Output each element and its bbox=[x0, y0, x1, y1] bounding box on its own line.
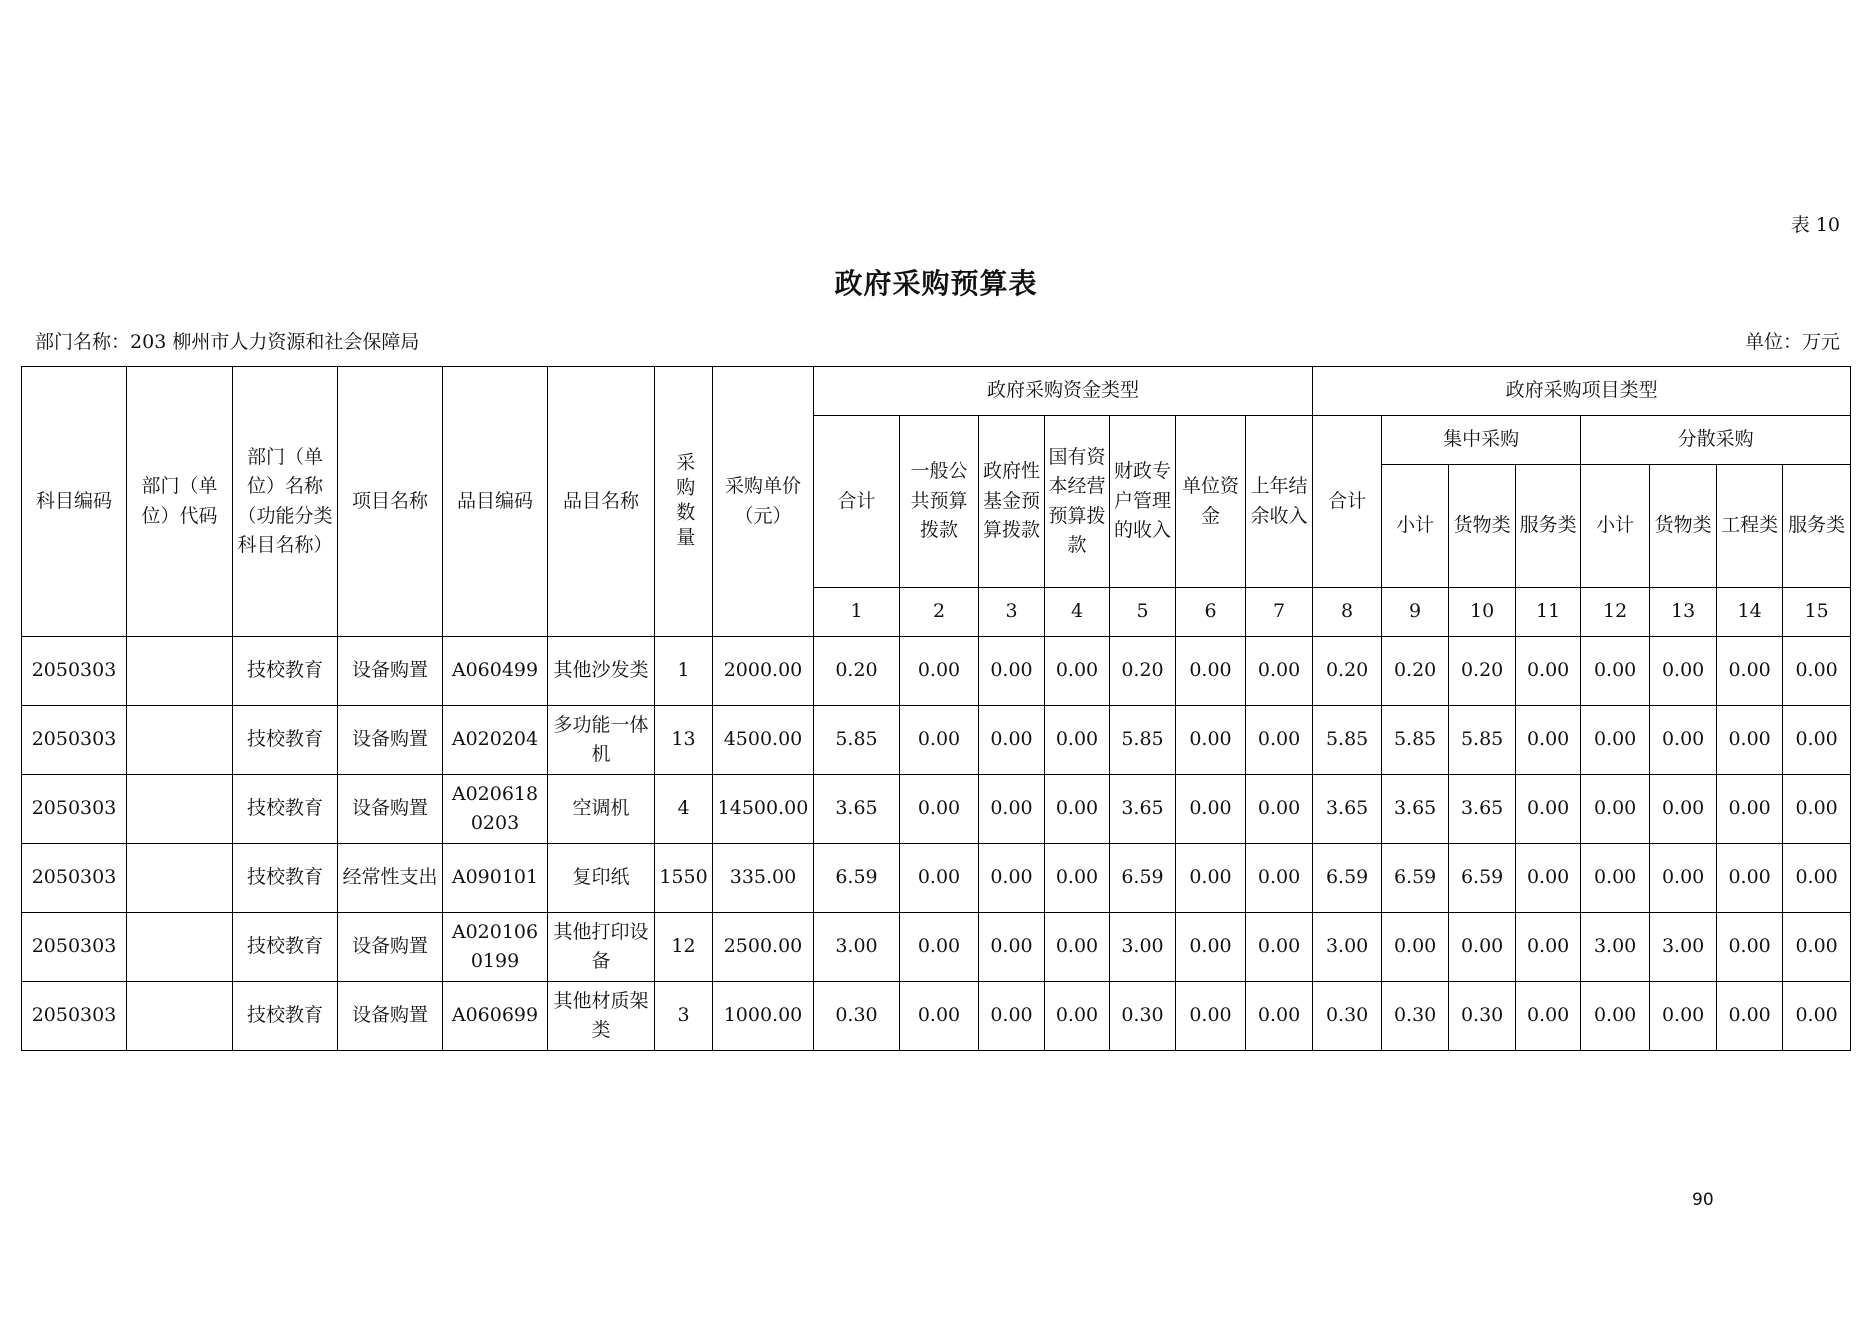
item-code-cell: A060499 bbox=[443, 637, 548, 706]
amount-cell: 0.00 bbox=[1650, 982, 1717, 1051]
amount-cell: 0.00 bbox=[1045, 706, 1110, 775]
amount-cell: 0.00 bbox=[979, 844, 1045, 913]
header-project-name: 项目名称 bbox=[338, 367, 443, 637]
amount-cell: 0.00 bbox=[1449, 913, 1516, 982]
amount-cell: 0.00 bbox=[979, 775, 1045, 844]
column-number: 6 bbox=[1176, 588, 1246, 637]
column-number: 1 bbox=[814, 588, 900, 637]
amount-cell: 0.00 bbox=[1581, 637, 1650, 706]
table-row bbox=[22, 637, 1851, 706]
amount-cell: 0.00 bbox=[900, 982, 979, 1051]
header-dispersed-procurement: 分散采购 bbox=[1581, 416, 1851, 465]
quantity-cell: 1550 bbox=[655, 844, 713, 913]
column-number: 10 bbox=[1449, 588, 1516, 637]
subject-code-cell: 2050303 bbox=[22, 913, 127, 982]
amount-cell: 0.30 bbox=[814, 982, 900, 1051]
amount-cell: 0.30 bbox=[1449, 982, 1516, 1051]
amount-cell: 5.85 bbox=[1313, 706, 1382, 775]
dept-code-cell bbox=[127, 913, 233, 982]
project-name-cell: 设备购置 bbox=[338, 775, 443, 844]
amount-cell: 5.85 bbox=[1382, 706, 1449, 775]
header-fund-type: 政府采购资金类型 bbox=[814, 367, 1313, 416]
amount-cell: 0.00 bbox=[1045, 637, 1110, 706]
header-project-total: 合计 bbox=[1313, 416, 1382, 588]
amount-cell: 0.00 bbox=[979, 637, 1045, 706]
amount-cell: 0.00 bbox=[1176, 637, 1246, 706]
amount-cell: 6.59 bbox=[814, 844, 900, 913]
header-general-budget: 一般公共预算拨款 bbox=[900, 416, 979, 588]
column-number: 5 bbox=[1110, 588, 1176, 637]
column-number: 12 bbox=[1581, 588, 1650, 637]
department-name: 203 柳州市人力资源和社会保障局 bbox=[130, 331, 420, 353]
quantity-cell: 12 bbox=[655, 913, 713, 982]
header-item-name: 品目名称 bbox=[548, 367, 655, 637]
item-code-cell: A020204 bbox=[443, 706, 548, 775]
quantity-cell: 1 bbox=[655, 637, 713, 706]
amount-cell: 0.20 bbox=[1110, 637, 1176, 706]
header-dept-code: 部门（单位）代码 bbox=[127, 367, 233, 637]
amount-cell: 0.00 bbox=[1176, 706, 1246, 775]
amount-cell: 5.85 bbox=[1110, 706, 1176, 775]
amount-cell: 0.00 bbox=[900, 913, 979, 982]
column-number: 11 bbox=[1516, 588, 1581, 637]
amount-cell: 0.00 bbox=[1176, 775, 1246, 844]
header-unit-funds: 单位资金 bbox=[1176, 416, 1246, 588]
quantity-cell: 4 bbox=[655, 775, 713, 844]
subject-code-cell: 2050303 bbox=[22, 844, 127, 913]
header-central-procurement: 集中采购 bbox=[1382, 416, 1581, 465]
table-body bbox=[22, 637, 1851, 1051]
dept-name-cell: 技校教育 bbox=[233, 706, 338, 775]
header-quantity: 采购数量 bbox=[655, 367, 713, 637]
department-label: 部门名称： bbox=[35, 331, 131, 353]
amount-cell: 0.00 bbox=[1246, 913, 1313, 982]
amount-cell: 0.20 bbox=[1449, 637, 1516, 706]
amount-cell: 0.00 bbox=[1783, 913, 1851, 982]
amount-cell: 0.00 bbox=[1382, 913, 1449, 982]
amount-cell: 3.65 bbox=[1313, 775, 1382, 844]
amount-cell: 0.30 bbox=[1110, 982, 1176, 1051]
amount-cell: 0.00 bbox=[1516, 982, 1581, 1051]
amount-cell: 3.00 bbox=[1110, 913, 1176, 982]
column-number: 2 bbox=[900, 588, 979, 637]
subject-code-cell: 2050303 bbox=[22, 637, 127, 706]
amount-cell: 6.59 bbox=[1110, 844, 1176, 913]
item-code-cell: A090101 bbox=[443, 844, 548, 913]
header-special-account: 财政专户管理的收入 bbox=[1110, 416, 1176, 588]
column-number: 8 bbox=[1313, 588, 1382, 637]
table-row bbox=[22, 706, 1851, 775]
unit-label: 单位：万元 bbox=[1744, 331, 1840, 353]
dept-name-cell: 技校教育 bbox=[233, 775, 338, 844]
amount-cell: 5.85 bbox=[1449, 706, 1516, 775]
amount-cell: 0.00 bbox=[1783, 706, 1851, 775]
dept-code-cell bbox=[127, 982, 233, 1051]
header-dispersed-services: 服务类 bbox=[1783, 465, 1851, 588]
unit-price-cell: 4500.00 bbox=[713, 706, 814, 775]
header-dispersed-goods: 货物类 bbox=[1650, 465, 1717, 588]
unit-price-cell: 335.00 bbox=[713, 844, 814, 913]
amount-cell: 0.00 bbox=[1783, 775, 1851, 844]
amount-cell: 0.00 bbox=[1045, 775, 1110, 844]
amount-cell: 0.00 bbox=[1246, 844, 1313, 913]
amount-cell: 0.00 bbox=[1717, 706, 1783, 775]
amount-cell: 0.00 bbox=[1246, 775, 1313, 844]
table-row bbox=[22, 844, 1851, 913]
dept-name-cell: 技校教育 bbox=[233, 844, 338, 913]
item-name-cell: 多功能一体机 bbox=[548, 706, 655, 775]
dept-code-cell bbox=[127, 775, 233, 844]
amount-cell: 0.00 bbox=[1176, 913, 1246, 982]
project-name-cell: 设备购置 bbox=[338, 913, 443, 982]
project-name-cell: 经常性支出 bbox=[338, 844, 443, 913]
department-line bbox=[35, 327, 419, 354]
dept-name-cell: 技校教育 bbox=[233, 982, 338, 1051]
table-row bbox=[22, 775, 1851, 844]
amount-cell: 0.30 bbox=[1313, 982, 1382, 1051]
header-prior-balance: 上年结余收入 bbox=[1246, 416, 1313, 588]
amount-cell: 0.00 bbox=[1516, 706, 1581, 775]
page-number: 90 bbox=[1692, 1190, 1714, 1210]
unit-price-cell: 1000.00 bbox=[713, 982, 814, 1051]
item-name-cell: 其他材质架类 bbox=[548, 982, 655, 1051]
amount-cell: 0.00 bbox=[979, 913, 1045, 982]
amount-cell: 0.00 bbox=[900, 775, 979, 844]
amount-cell: 6.59 bbox=[1449, 844, 1516, 913]
amount-cell: 0.00 bbox=[1581, 982, 1650, 1051]
amount-cell: 0.30 bbox=[1382, 982, 1449, 1051]
amount-cell: 6.59 bbox=[1382, 844, 1449, 913]
header-dispersed-subtotal: 小计 bbox=[1581, 465, 1650, 588]
column-number: 4 bbox=[1045, 588, 1110, 637]
header-dept-name: 部门（单位）名称（功能分类科目名称） bbox=[233, 367, 338, 637]
amount-cell: 0.00 bbox=[1516, 913, 1581, 982]
item-code-cell: A060699 bbox=[443, 982, 548, 1051]
table-row bbox=[22, 982, 1851, 1051]
header-item-code: 品目编码 bbox=[443, 367, 548, 637]
unit-price-cell: 2000.00 bbox=[713, 637, 814, 706]
amount-cell: 0.00 bbox=[1717, 775, 1783, 844]
header-subject-code: 科目编码 bbox=[22, 367, 127, 637]
header-project-type: 政府采购项目类型 bbox=[1313, 367, 1851, 416]
amount-cell: 0.00 bbox=[1581, 706, 1650, 775]
amount-cell: 0.20 bbox=[1313, 637, 1382, 706]
amount-cell: 0.00 bbox=[900, 844, 979, 913]
amount-cell: 3.00 bbox=[1581, 913, 1650, 982]
amount-cell: 0.00 bbox=[1783, 982, 1851, 1051]
table-number: 表 10 bbox=[1790, 214, 1840, 236]
column-number: 14 bbox=[1717, 588, 1783, 637]
amount-cell: 0.00 bbox=[1783, 637, 1851, 706]
project-name-cell: 设备购置 bbox=[338, 706, 443, 775]
column-number: 13 bbox=[1650, 588, 1717, 637]
amount-cell: 0.00 bbox=[1246, 706, 1313, 775]
item-name-cell: 空调机 bbox=[548, 775, 655, 844]
header-dispersed-works: 工程类 bbox=[1717, 465, 1783, 588]
amount-cell: 0.20 bbox=[814, 637, 900, 706]
header-state-capital: 国有资本经营预算拨款 bbox=[1045, 416, 1110, 588]
amount-cell: 0.00 bbox=[900, 637, 979, 706]
column-number: 15 bbox=[1783, 588, 1851, 637]
amount-cell: 0.20 bbox=[1382, 637, 1449, 706]
amount-cell: 0.00 bbox=[1045, 913, 1110, 982]
dept-name-cell: 技校教育 bbox=[233, 913, 338, 982]
table-row bbox=[22, 913, 1851, 982]
amount-cell: 0.00 bbox=[900, 706, 979, 775]
procurement-budget-table bbox=[21, 366, 1851, 1051]
dept-code-cell bbox=[127, 706, 233, 775]
amount-cell: 3.00 bbox=[1313, 913, 1382, 982]
amount-cell: 3.65 bbox=[1449, 775, 1516, 844]
amount-cell: 3.00 bbox=[1650, 913, 1717, 982]
amount-cell: 0.00 bbox=[1516, 637, 1581, 706]
amount-cell: 0.00 bbox=[1717, 637, 1783, 706]
amount-cell: 0.00 bbox=[1516, 775, 1581, 844]
amount-cell: 6.59 bbox=[1313, 844, 1382, 913]
column-number: 3 bbox=[979, 588, 1045, 637]
header-central-subtotal: 小计 bbox=[1382, 465, 1449, 588]
amount-cell: 3.65 bbox=[814, 775, 900, 844]
dept-code-cell bbox=[127, 844, 233, 913]
header-fund-total: 合计 bbox=[814, 416, 900, 588]
column-number: 7 bbox=[1246, 588, 1313, 637]
item-code-cell: A0201060199 bbox=[443, 913, 548, 982]
amount-cell: 0.00 bbox=[1045, 982, 1110, 1051]
dept-code-cell bbox=[127, 637, 233, 706]
amount-cell: 3.65 bbox=[1110, 775, 1176, 844]
subject-code-cell: 2050303 bbox=[22, 775, 127, 844]
amount-cell: 0.00 bbox=[1581, 844, 1650, 913]
amount-cell: 0.00 bbox=[979, 982, 1045, 1051]
item-name-cell: 复印纸 bbox=[548, 844, 655, 913]
column-number: 9 bbox=[1382, 588, 1449, 637]
project-name-cell: 设备购置 bbox=[338, 982, 443, 1051]
page-title: 政府采购预算表 bbox=[834, 267, 1038, 300]
amount-cell: 0.00 bbox=[1246, 982, 1313, 1051]
amount-cell: 0.00 bbox=[1176, 844, 1246, 913]
amount-cell: 0.00 bbox=[1176, 982, 1246, 1051]
amount-cell: 0.00 bbox=[1717, 913, 1783, 982]
item-name-cell: 其他打印设备 bbox=[548, 913, 655, 982]
amount-cell: 3.65 bbox=[1382, 775, 1449, 844]
dept-name-cell: 技校教育 bbox=[233, 637, 338, 706]
subject-code-cell: 2050303 bbox=[22, 982, 127, 1051]
amount-cell: 0.00 bbox=[1246, 637, 1313, 706]
header-central-services: 服务类 bbox=[1516, 465, 1581, 588]
unit-price-cell: 14500.00 bbox=[713, 775, 814, 844]
quantity-cell: 13 bbox=[655, 706, 713, 775]
header-gov-fund: 政府性基金预算拨款 bbox=[979, 416, 1045, 588]
item-name-cell: 其他沙发类 bbox=[548, 637, 655, 706]
subject-code-cell: 2050303 bbox=[22, 706, 127, 775]
amount-cell: 0.00 bbox=[1783, 844, 1851, 913]
amount-cell: 0.00 bbox=[1516, 844, 1581, 913]
header-unit-price: 采购单价（元） bbox=[713, 367, 814, 637]
amount-cell: 5.85 bbox=[814, 706, 900, 775]
amount-cell: 0.00 bbox=[1045, 844, 1110, 913]
item-code-cell: A0206180203 bbox=[443, 775, 548, 844]
amount-cell: 0.00 bbox=[1650, 706, 1717, 775]
amount-cell: 0.00 bbox=[1717, 844, 1783, 913]
quantity-cell: 3 bbox=[655, 982, 713, 1051]
amount-cell: 0.00 bbox=[979, 706, 1045, 775]
project-name-cell: 设备购置 bbox=[338, 637, 443, 706]
amount-cell: 0.00 bbox=[1650, 844, 1717, 913]
unit-price-cell: 2500.00 bbox=[713, 913, 814, 982]
header-central-goods: 货物类 bbox=[1449, 465, 1516, 588]
amount-cell: 3.00 bbox=[814, 913, 900, 982]
amount-cell: 0.00 bbox=[1581, 775, 1650, 844]
amount-cell: 0.00 bbox=[1650, 637, 1717, 706]
amount-cell: 0.00 bbox=[1650, 775, 1717, 844]
amount-cell: 0.00 bbox=[1717, 982, 1783, 1051]
